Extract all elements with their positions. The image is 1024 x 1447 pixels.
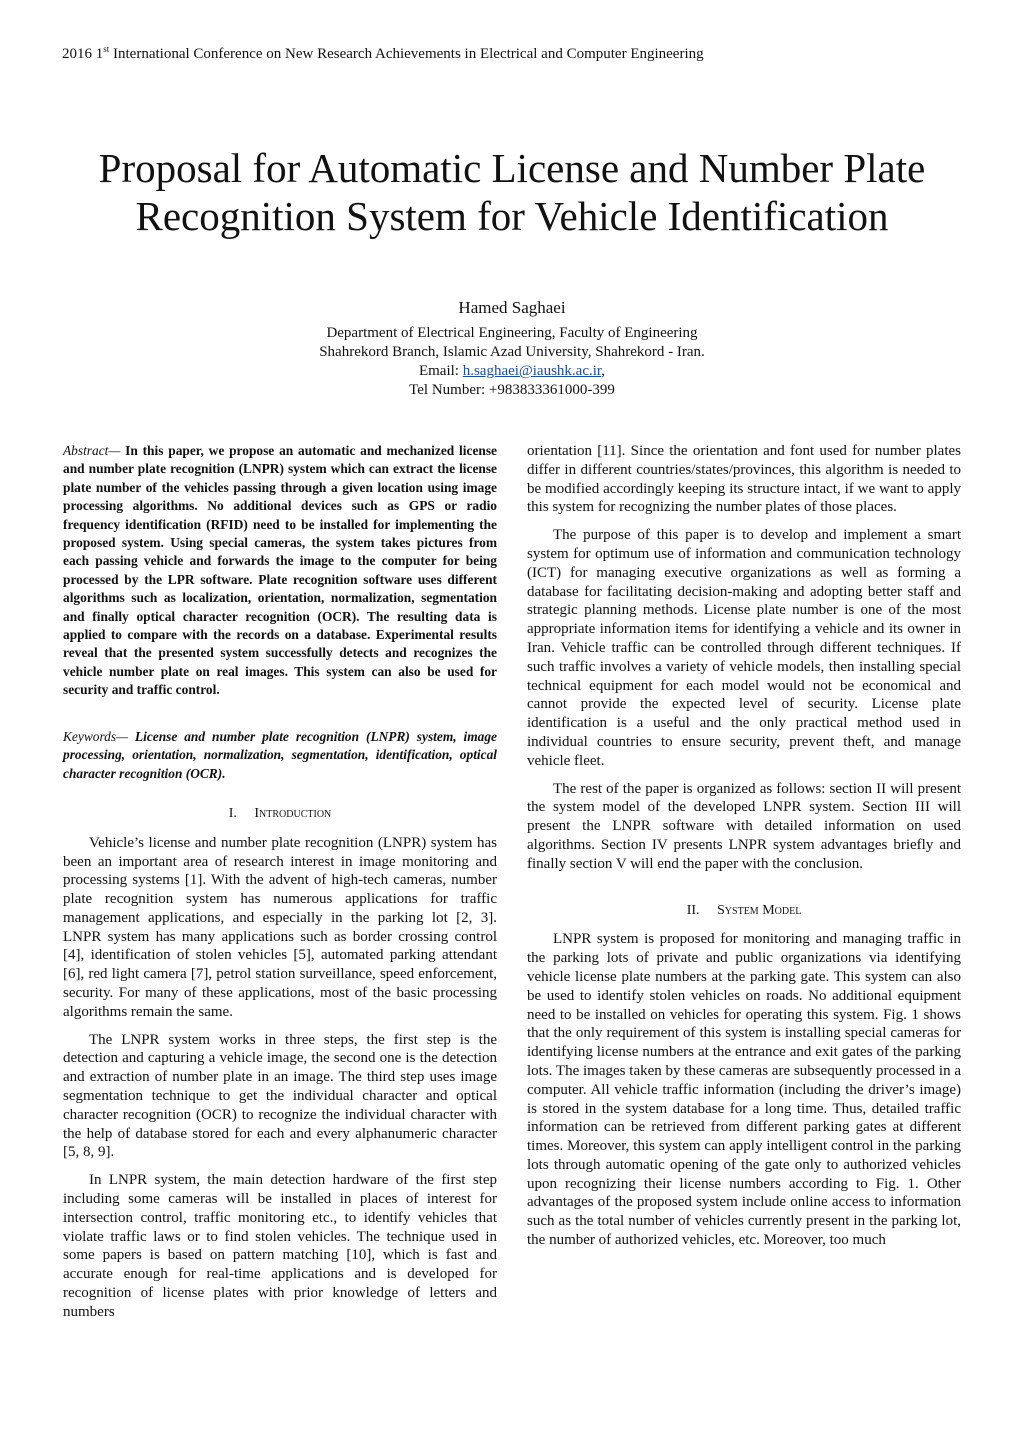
keywords [63, 728, 497, 783]
abstract-label: Abstract— [63, 443, 121, 458]
intro-paragraph-3: In LNPR system, the main detection hardware of the first step including some cameras will be installed in places of interest for intersection control, traffic monitoring etc., to identify vehicles that violate traffic laws or to find stolen vehicles. The technique used in some papers is based on pattern matching [10], which is fast and accurate enough for real-time applications and is developed for recognition of license plates with prior knowledge of letters and numbers [63, 1172, 497, 1320]
section-heading-introduction [63, 805, 497, 824]
conference-name: International Conference on New Research Achievements in Electrical and Computer Engineering [109, 46, 704, 62]
email-label: Email: [418, 363, 463, 379]
author-affiliation [0, 324, 1024, 400]
conference-header [62, 44, 704, 63]
conference-year: 2016 1 [62, 46, 104, 62]
abstract [63, 442, 497, 700]
section-number: II. [686, 902, 700, 918]
keywords-text: License and number plate recognition (LNPR) system, image processing, orientation, normalization, segmentation, identification, optical character recognition (OCR). [63, 728, 497, 781]
affiliation-branch: Shahrekord Branch, Islamic Azad University, Shahrekord - Iran. [319, 344, 705, 360]
intro-paragraph-4: The purpose of this paper is to develop and implement a smart system for optimum use of information and communication technology (ICT) for managing executive organizations as well as forming a database for facilitating decision-making and adopting better staff and strategic planning methods. License plate number is one of the most appropriate information items for identifying a vehicle and its owner in Iran. Vehicle traffic can be controlled through different techniques. If such traffic involves a variety of vehicle models, then installing special technical equipment for each model would not be economical and cannot provide the expected level of security. License plate identification is a useful and the only practical method used in individual countries to ensure security, prevent theft, and manage vehicle fleet. [527, 527, 961, 769]
section-title: Introduction [254, 805, 332, 821]
affiliation-tel: Tel Number: +983833361000-399 [409, 382, 615, 398]
section-title: System Model [717, 902, 802, 918]
intro-paragraph-3-cont: orientation [11]. Since the orientation and font used for number plates differ in different countries/states/provinces, this algorithm is needed to be modified accordingly keeping its structure intact, if we want to apply this system for recognizing the number plates of those places. [527, 443, 961, 516]
email-suffix: , [601, 363, 606, 379]
right-column [527, 442, 961, 1259]
author-name: Hamed Saghaei [458, 298, 566, 317]
intro-paragraph-5: The rest of the paper is organized as follows: section II will present the system model of the developed LNPR system. Section III will present the LNPR software with detailed information on used algorithms. Section IV presents LNPR system advantages briefly and finally section V will end the paper with the conclusion. [527, 780, 961, 872]
email-link[interactable]: h.saghaei@iaushk.ac.ir [462, 363, 602, 379]
paper-title [0, 144, 1024, 240]
system-model-paragraph-1: LNPR system is proposed for monitoring and managing traffic in the parking lots of private and public organizations via identifying vehicle license plate numbers at the parking gate. This system can also be used to identify stolen vehicles on roads. No additional equipment need to be installed on vehicles for operating this system. Fig. 1 shows that the only requirement of this system is installing special cameras for identifying license numbers at the entrance and exit gates of the parking lots. The images taken by these cameras are subsequently processed in a computer. All vehicle traffic information (including the driver’s image) is stored in the system database for a long time. Thus, detailed traffic information can be retrieved from different parking gates at different times. Moreover, this system can apply intelligent control in the parking lots through automatic opening of the gate only to authorized vehicles upon recognizing their license numbers according to Fig. 1. Other advantages of the proposed system include online access to information such as the total number of vehicles currently present in the parking lot, the number of authorized vehicles, etc. Moreover, too much [527, 931, 961, 1249]
title-line-1: Proposal for Automatic License and Number Plate [98, 145, 926, 191]
left-column [63, 442, 497, 1331]
intro-paragraph-2: The LNPR system works in three steps, the first step is the detection and capturing a vehicle image, the second one is the detection and extraction of number plate in an image. The third step uses image segmentation technique to get the individual character and optical character recognition (OCR) to recognize the individual character with the help of database stored for each and every alphanumeric character [5, 8, 9]. [63, 1031, 497, 1161]
affiliation-email-line [0, 362, 1024, 381]
section-number: I. [228, 805, 237, 821]
title-line-2: Recognition System for Vehicle Identification [135, 193, 889, 239]
keywords-label: Keywords— [63, 728, 128, 744]
section-heading-system-model [527, 902, 961, 921]
affiliation-dept: Department of Electrical Engineering, Faculty of Engineering [326, 325, 698, 341]
intro-paragraph-1: Vehicle’s license and number plate recognition (LNPR) system has been an important area of research interest in image monitoring and processing systems [1]. With the advent of high-tech cameras, number plate recognition system has numerous applications for traffic management applications, and especially in the parking lot [2, 3]. LNPR system has many applications such as border crossing control [4], identification of stolen vehicles [5], automated parking attendant [6], red light camera [7], petrol station surveillance, speed enforcement, security. For many of these applications, most of the basic processing algorithms remain the same. [63, 834, 497, 1020]
conference-ordinal: st [103, 44, 110, 54]
abstract-text: In this paper, we propose an automatic and mechanized license and number plate recognition (LNPR) system which can extract the license plate number of the vehicles passing through a given location using image processing algorithms. No additional devices such as GPS or radio frequency identification (RFID) need to be installed for implementing the proposed system. Using special cameras, the system takes pictures from each passing vehicle and forwards the image to the computer for being processed by the LPR software. Plate recognition software uses different algorithms such as localization, orientation, normalization, segmentation and finally optical character recognition (OCR). The resulting data is applied to compare with the records on a database. Experimental results reveal that the presented system successfully detects and recognizes the vehicle number plate on real images. This system can also be used for security and traffic control. [63, 443, 497, 698]
